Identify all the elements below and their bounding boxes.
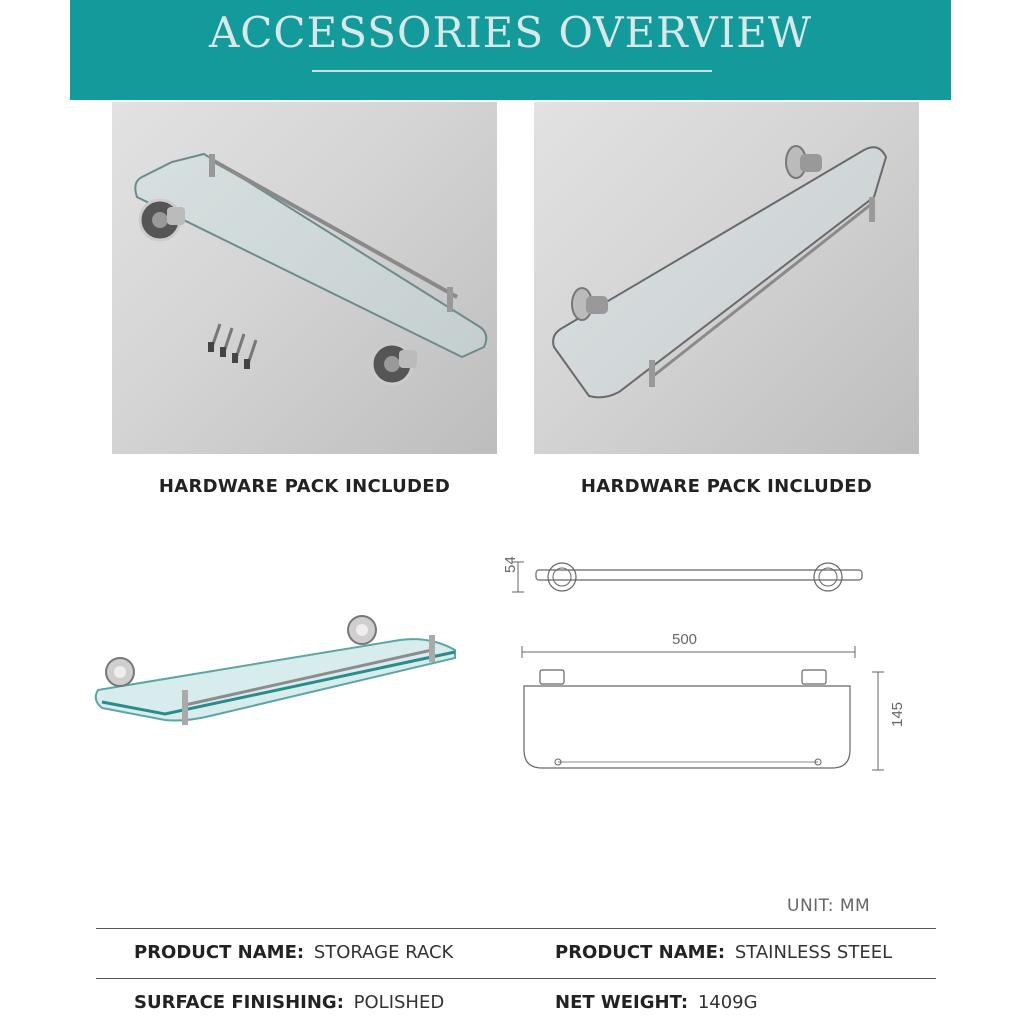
product-photo-top-view — [112, 102, 497, 454]
spec-material — [555, 942, 892, 963]
divider-middle — [96, 978, 936, 979]
title-underline — [312, 70, 712, 72]
width-dimension-label: 500 — [672, 631, 698, 648]
photo-caption-right: HARDWARE PACK INCLUDED — [580, 476, 873, 497]
spec-value: POLISHED — [353, 992, 445, 1013]
spec-key: PRODUCT NAME: — [555, 942, 726, 963]
page-title: ACCESSORIES OVERVIEW — [208, 8, 813, 57]
spec-key: NET WEIGHT: — [555, 992, 689, 1013]
spec-value: STAINLESS STEEL — [734, 942, 893, 963]
unit-label: UNIT: — [787, 896, 834, 916]
spec-value: STORAGE RACK — [313, 942, 454, 963]
dimension-drawing — [490, 540, 930, 784]
depth-dimension-label: 145 — [889, 701, 906, 727]
product-photo-angled-view — [534, 102, 919, 454]
product-render — [90, 600, 470, 744]
spec-product-name — [134, 942, 453, 963]
spec-key: SURFACE FINISHING: — [134, 992, 344, 1013]
photo-caption-left: HARDWARE PACK INCLUDED — [158, 476, 451, 497]
spec-surface-finishing — [134, 992, 444, 1013]
spec-key: PRODUCT NAME: — [134, 942, 305, 963]
unit-note — [787, 896, 870, 916]
header-banner — [70, 0, 951, 100]
height-dimension-label: 54 — [502, 556, 519, 573]
spec-net-weight — [555, 992, 758, 1013]
divider-top — [96, 928, 936, 929]
unit-value: MM — [839, 896, 871, 916]
spec-value: 1409G — [697, 992, 758, 1013]
